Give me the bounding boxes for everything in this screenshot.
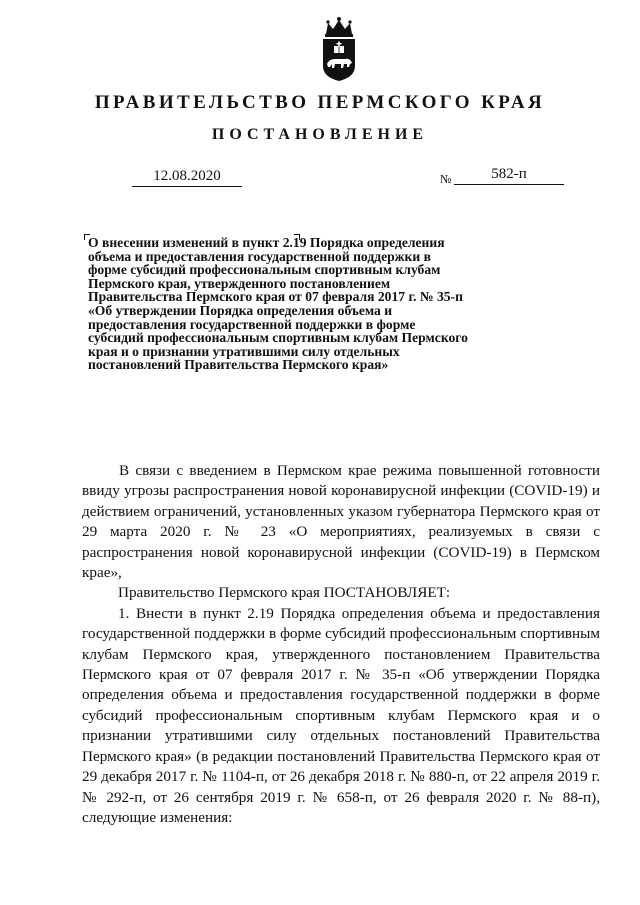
number-sign: №: [440, 172, 452, 186]
item-1-paragraph: 1. Внести в пункт 2.19 Порядка определения объема и предоставления государственной поддержки в форме субсидий профессиональным спортивным клубам Пермского края, утвержденного постановлением Правительства Пермского края от 07 февраля 2017 г. № 35-п «Об утверждении Порядка определения объема и предоставления государственной поддержки в форме субсидий профессиональным спортивным клубам Пермского края и о признании утратившими силу отдельных постановлений Правительства Пермского края» (в редакции постановлений Правительства Пермского края от 29 декабря 2017 г. № 1104-п, от 26 декабря 2018 г. № 880-п, от 22 апреля 2019 г. № 292-п, от 26 сентября 2019 г. № 658-п, от 26 февраля 2020 г. № 88-п), следующие изменения:: [82, 604, 600, 826]
government-title: ПРАВИТЕЛЬСТВО ПЕРМСКОГО КРАЯ: [94, 92, 546, 113]
document-type: ПОСТАНОВЛЕНИЕ: [211, 126, 429, 143]
document-subject: О внесении изменений в пункт 2.19 Порядка определения объема и предоставления государственной поддержки в форме субсидий профессиональным спортивным клубам Пермского края, утвержденного постановлением Правительства Пермского края от 07 февраля 2017 г. № 35-п «Об утверждении Порядка определения объема и предоставления государственной поддержки в форме субсидий профессиональным спортивным клубам Пермского края и о признании утратившими силу отдельных постановлений Правительства Пермского края»: [88, 235, 468, 373]
perm-krai-coat-of-arms-icon: [318, 14, 360, 82]
preamble-paragraph: В связи с введением в Пермском крае режима повышенной готовности ввиду угрозы распространения новой коронавирусной инфекции (COVID-19) и действием ограничений, установленных указом губернатора Пермского края от 29 марта 2020 г. № 23 «О мероприятиях, реализуемых в связи с распространения новой коронавирусной инфекции (COVID-19) в Пермском крае»,: [82, 462, 600, 582]
document-body: [82, 461, 600, 828]
resolution-paragraph: Правительство Пермского края ПОСТАНОВЛЯЕТ:: [118, 584, 451, 602]
document-number: 582-п: [454, 166, 564, 185]
document-date: 12.08.2020: [132, 168, 242, 187]
